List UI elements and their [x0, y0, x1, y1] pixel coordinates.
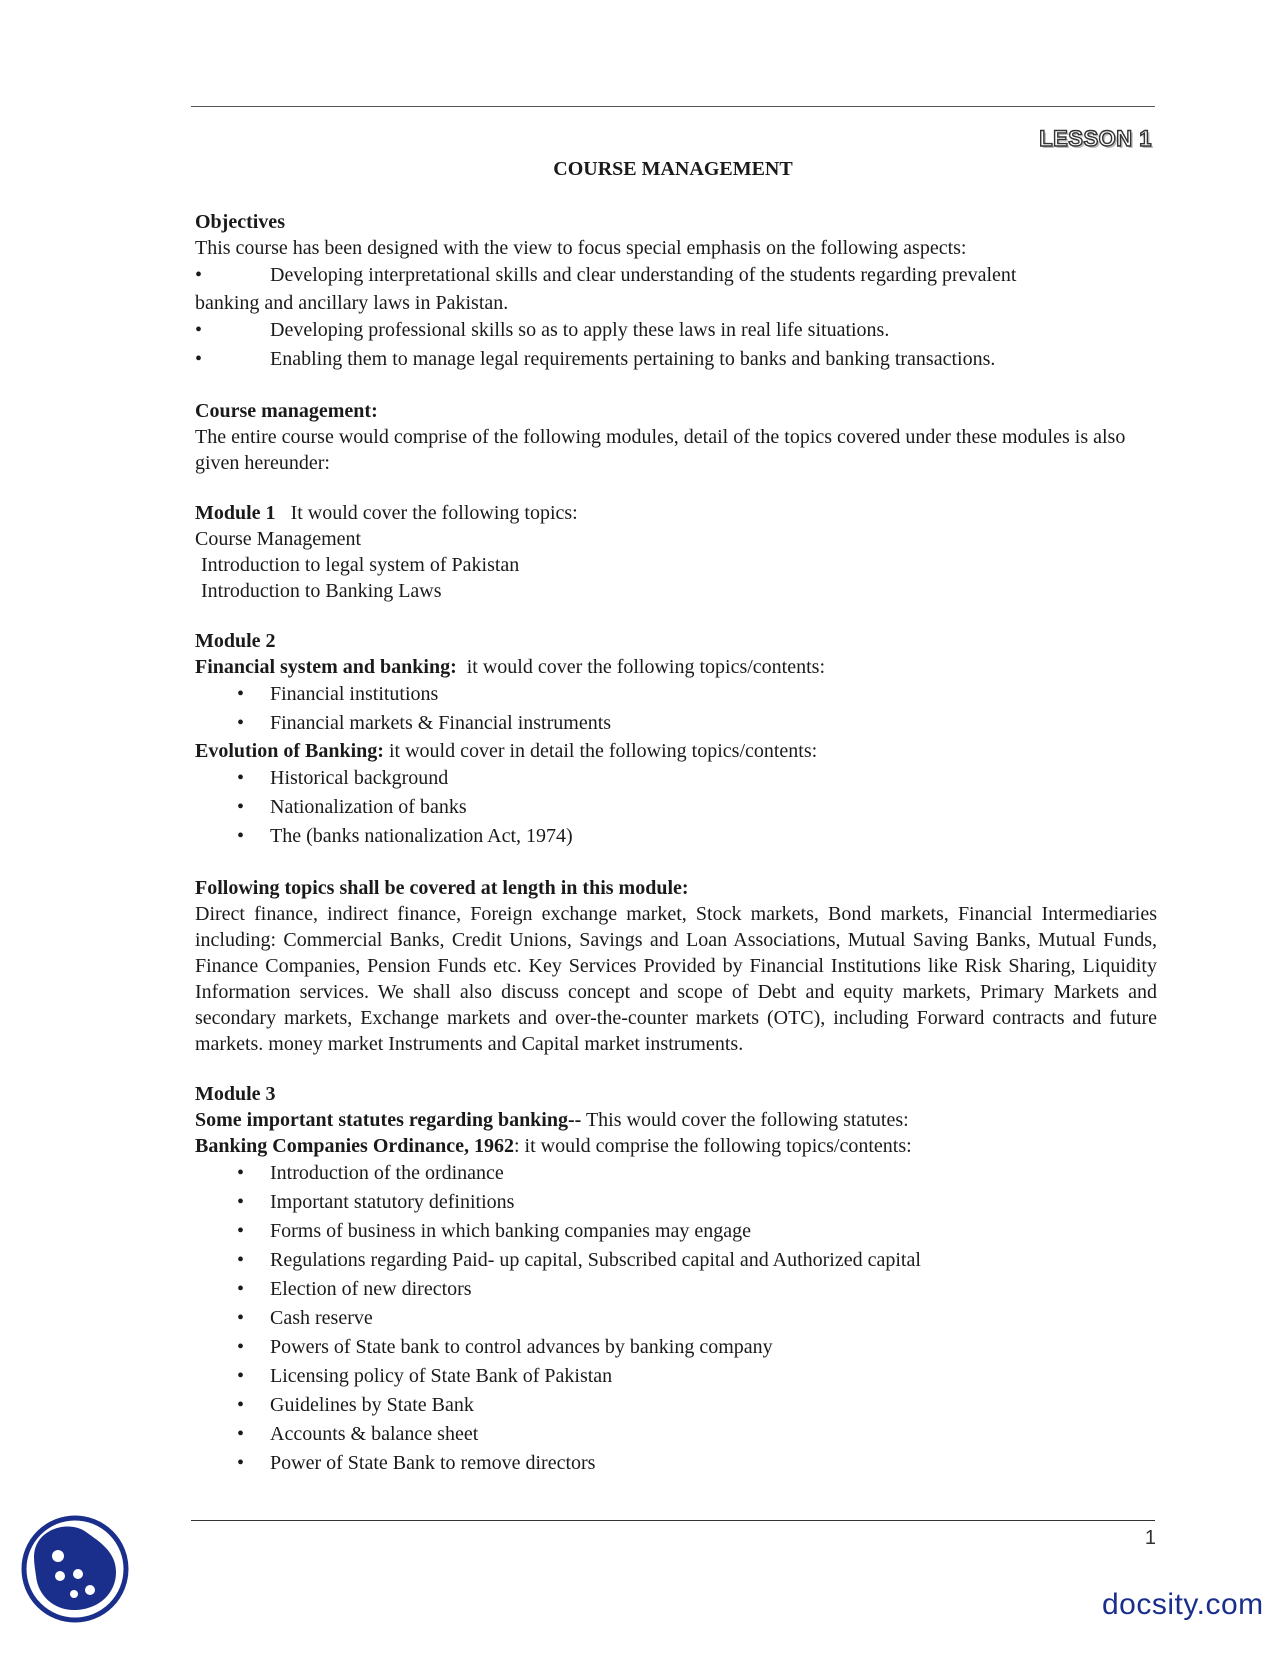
module1-topic: Course Management — [195, 528, 362, 550]
list-item: • Developing professional skills so as to apply these laws in real life situations. — [195, 316, 1157, 345]
list-item: • Accounts & balance sheet — [195, 1420, 1157, 1449]
bullet-icon: • — [237, 1278, 245, 1300]
docsity-logo-icon — [20, 1514, 130, 1624]
list-item: • Financial markets & Financial instruments — [195, 709, 1157, 738]
document-body — [195, 209, 1157, 1478]
list-item: • Cash reserve — [195, 1304, 1157, 1333]
following-heading: Following topics shall be covered at length in this module: — [195, 877, 689, 899]
evo-intro: it would cover in detail the following topics/contents: — [388, 740, 818, 762]
list-item: • The (banks nationalization Act, 1974) — [195, 822, 1157, 851]
page-number: 1 — [1144, 1527, 1156, 1549]
bullet-icon: • — [237, 1365, 245, 1387]
evo-line — [195, 738, 1157, 764]
statutes-intro: This would cover the following statutes: — [581, 1109, 909, 1131]
bullet-icon: • — [195, 348, 203, 370]
module1-topic: Introduction to legal system of Pakistan — [201, 554, 520, 576]
list-item-continuation: banking and ancillary laws in Pakistan. — [195, 292, 509, 314]
footer-rule — [191, 1520, 1155, 1521]
brand-name: docsity.com — [1102, 1588, 1264, 1621]
bco-intro: : it would comprise the following topics/contents: — [513, 1135, 912, 1157]
bullet-icon: • — [237, 767, 245, 789]
list-item: • Developing interpretational skills and clear understanding of the students regarding prevalent — [195, 261, 1157, 290]
bullet-icon: • — [237, 1394, 245, 1416]
list-item: • Powers of State bank to control advances by banking company — [195, 1333, 1157, 1362]
bullet-icon: • — [237, 1220, 245, 1242]
page-title: COURSE MANAGEMENT — [553, 158, 793, 180]
module1-heading: Module 1 — [195, 502, 276, 524]
list-item: • Licensing policy of State Bank of Pakistan — [195, 1362, 1157, 1391]
list-item: • Nationalization of banks — [195, 793, 1157, 822]
header-rule — [191, 106, 1155, 107]
bullet-icon: • — [237, 825, 245, 847]
following-text: Direct finance, indirect finance, Foreign exchange market, Stock markets, Bond markets, Financial Intermediaries including: Commercial Banks, Credit Unions, Savings and Loan Associations, Mutual Saving Banks, Mutual Funds, Finance Companies, Pension Funds etc. Key Services Provided by Financial Institutions like Risk Sharing, Liquidity Information services. We shall also discuss concept and scope of Debt and equity markets, Primary Markets and secondary markets, Exchange markets and over-the-counter markets (OTC), including Forward contracts and future markets. money market Instruments and Capital market instruments. — [195, 903, 1157, 1055]
lesson-label: LESSON 1 — [1039, 126, 1152, 151]
module1-line — [195, 500, 1157, 526]
bullet-icon: • — [195, 264, 203, 286]
statutes-heading: Some important statutes regarding banking-- — [195, 1109, 582, 1131]
fs-line — [195, 654, 1157, 680]
bullet-icon: • — [237, 1162, 245, 1184]
list-item: • Election of new directors — [195, 1275, 1157, 1304]
list-item: • Forms of business in which banking companies may engage — [195, 1217, 1157, 1246]
fs-intro: it would cover the following topics/contents: — [466, 656, 826, 678]
objectives-intro: This course has been designed with the view to focus special emphasis on the following aspects: — [195, 237, 967, 259]
module3-heading: Module 3 — [195, 1083, 276, 1105]
bullet-icon: • — [237, 1307, 245, 1329]
evo-heading: Evolution of Banking: — [195, 740, 384, 762]
bullet-icon: • — [237, 1452, 245, 1474]
bullet-icon: • — [195, 319, 203, 341]
course-management-text: The entire course would comprise of the following modules, detail of the topics covered under these modules is also given hereunder: — [195, 426, 1126, 474]
module3-list — [195, 1159, 1157, 1478]
list-item: • Important statutory definitions — [195, 1188, 1157, 1217]
fs-heading: Financial system and banking: — [195, 656, 457, 678]
objectives-heading: Objectives — [195, 211, 285, 233]
bullet-icon: • — [237, 1423, 245, 1445]
bullet-icon: • — [237, 796, 245, 818]
module1-intro: It would cover the following topics: — [290, 502, 578, 524]
bco-heading: Banking Companies Ordinance, 1962 — [195, 1135, 514, 1157]
list-item: • Regulations regarding Paid- up capital, Subscribed capital and Authorized capital — [195, 1246, 1157, 1275]
list-item: • Historical background — [195, 764, 1157, 793]
bullet-icon: • — [237, 1249, 245, 1271]
course-management-heading: Course management: — [195, 400, 378, 422]
bullet-icon: • — [237, 1191, 245, 1213]
list-item: • Power of State Bank to remove directors — [195, 1449, 1157, 1478]
bullet-icon: • — [237, 1336, 245, 1358]
list-item: • Guidelines by State Bank — [195, 1391, 1157, 1420]
module2-heading: Module 2 — [195, 630, 276, 652]
module1-topic: Introduction to Banking Laws — [201, 580, 442, 602]
list-item: • Financial institutions — [195, 680, 1157, 709]
bullet-icon: • — [237, 712, 245, 734]
list-item: • Enabling them to manage legal requirements pertaining to banks and banking transactions. — [195, 345, 1157, 374]
bco-line — [195, 1133, 1157, 1159]
bullet-icon: • — [237, 683, 245, 705]
statutes-line — [195, 1107, 1157, 1133]
list-item: • Introduction of the ordinance — [195, 1159, 1157, 1188]
